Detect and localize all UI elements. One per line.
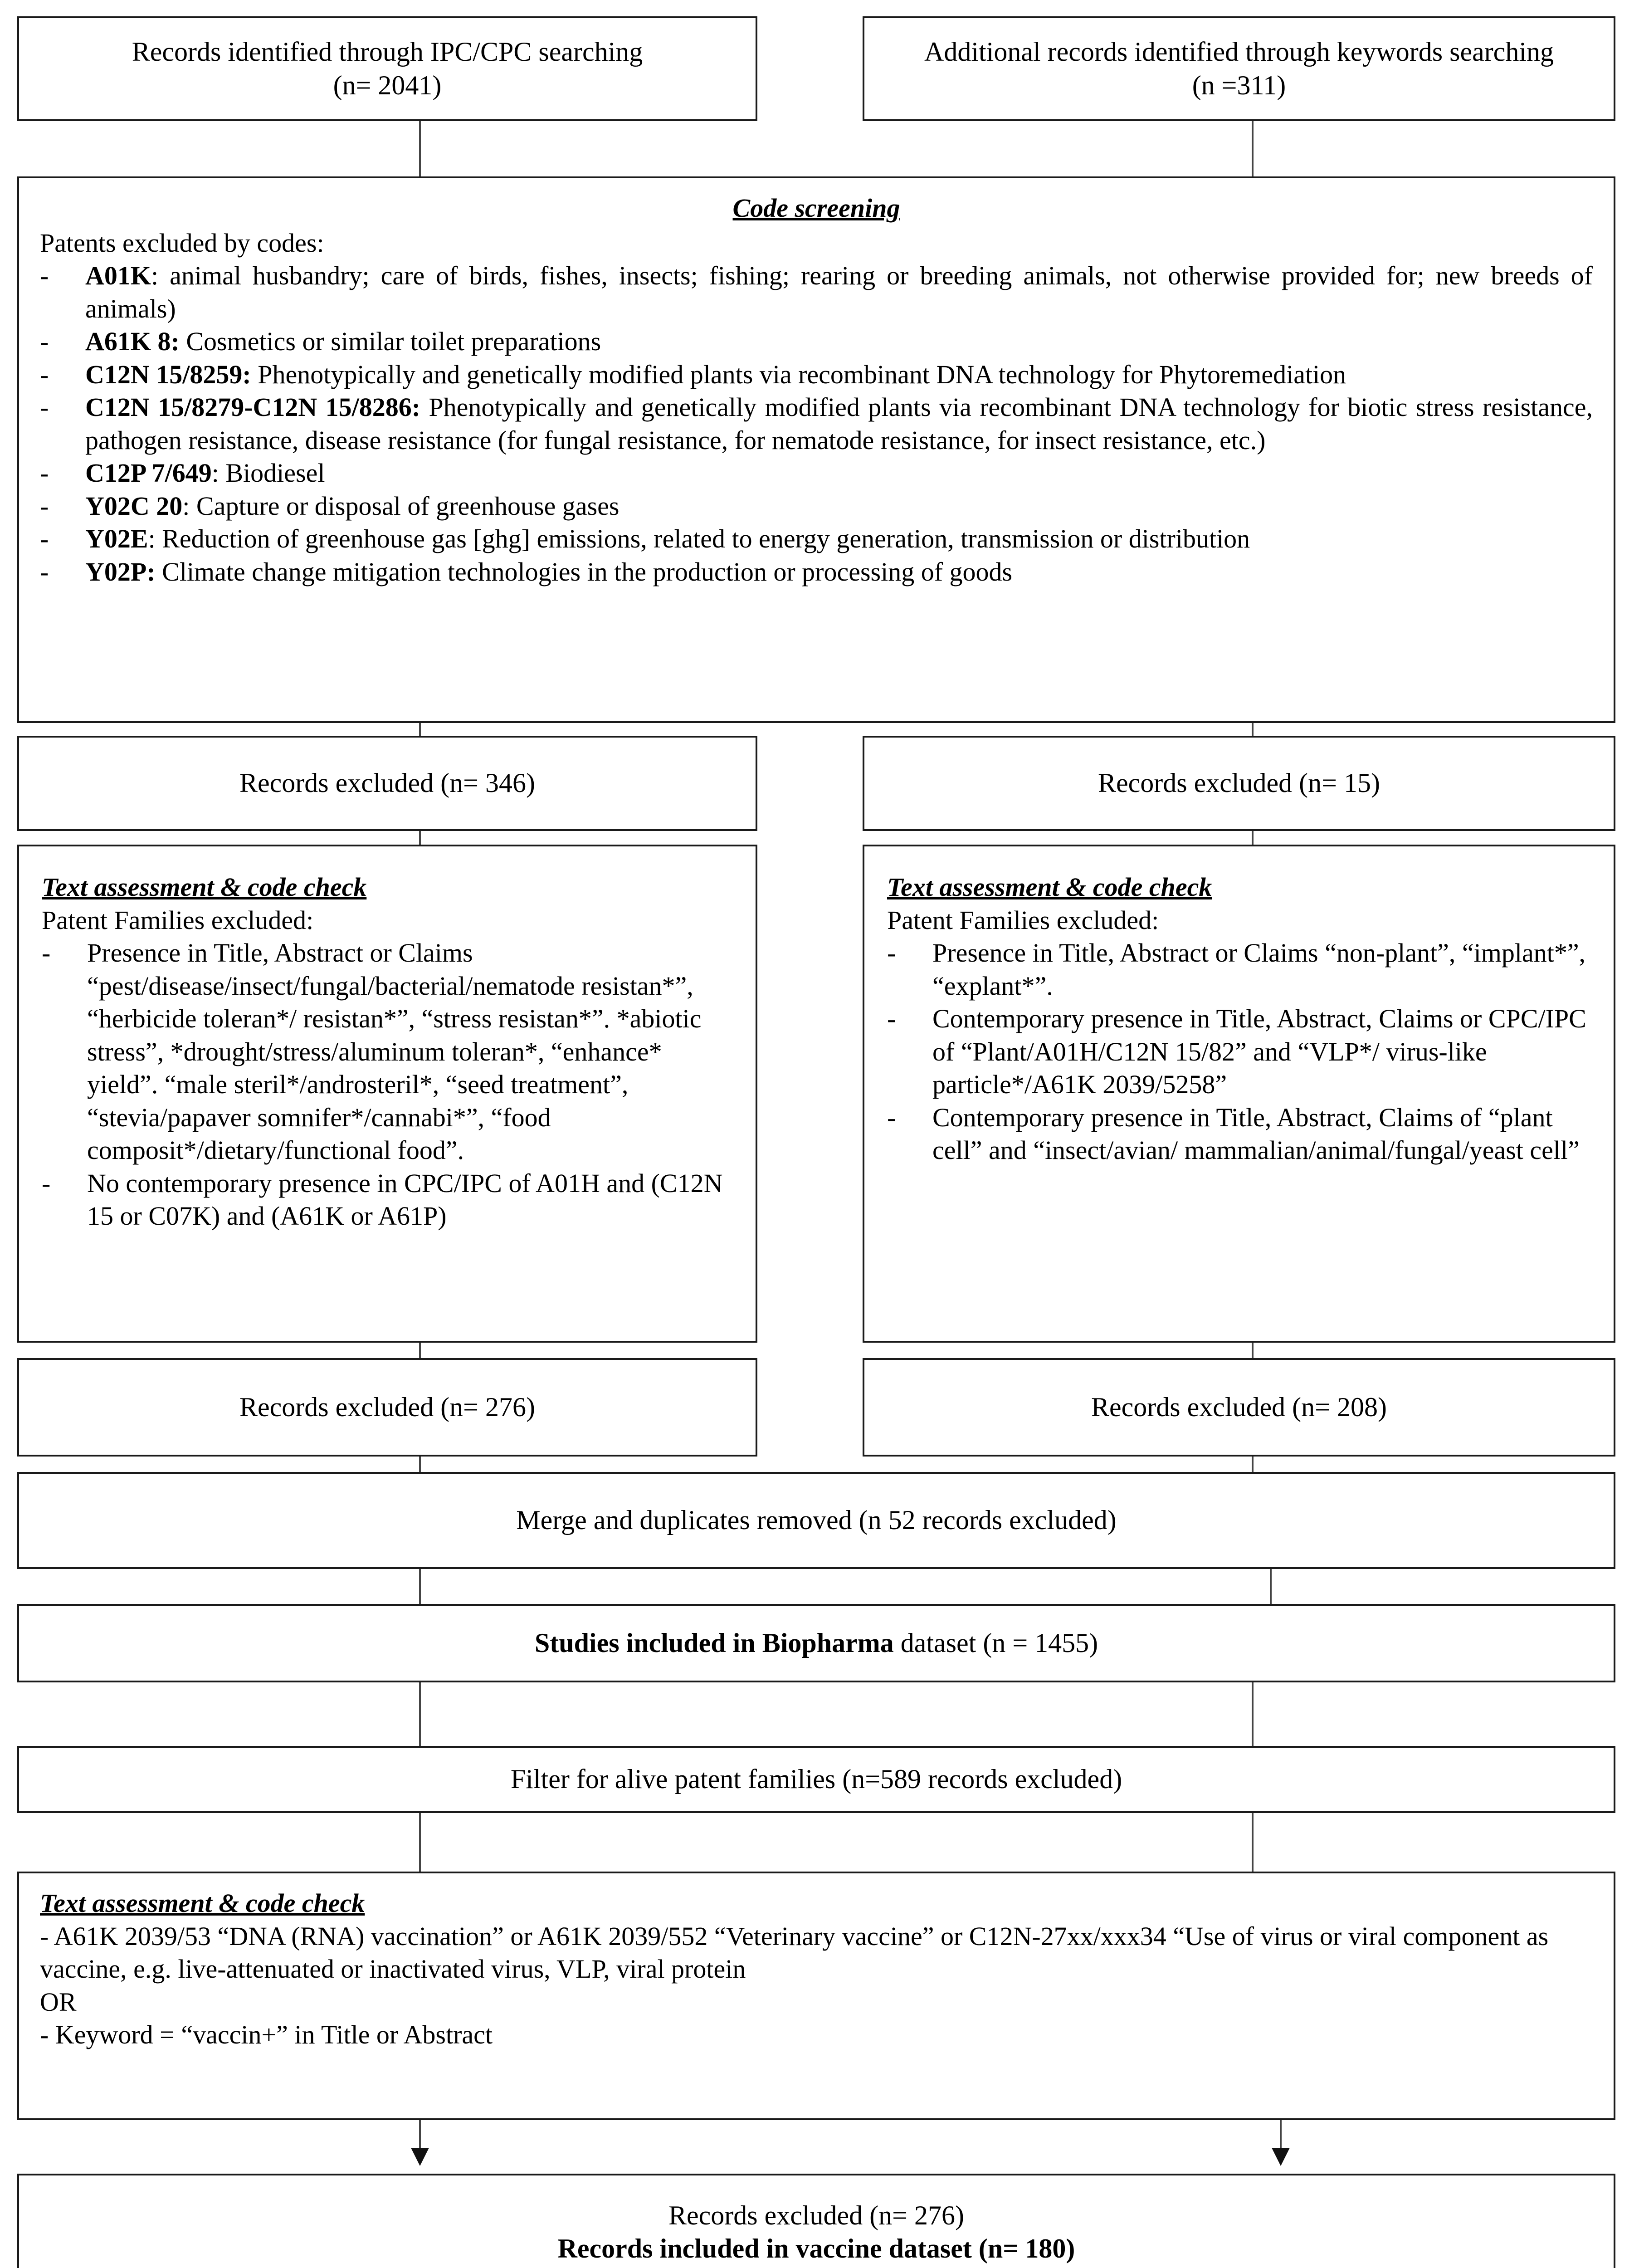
records-ipc-cpc-box [17,16,757,121]
list-item [40,259,1593,325]
code-label: C12P 7/649 [85,458,212,488]
code-label: C12N 15/8259: [85,359,251,389]
criteria-line: OR [40,1987,77,2017]
code-text: : Biodiesel [211,458,325,488]
box-line: Records excluded (n= 346) [239,768,535,798]
box-line [535,1627,1098,1660]
connector [419,1455,421,1474]
list-item: - No contemporary presence in CPC/IPC of A01H and (C12N 15 or C07K) and (A61K or A61P) [42,1167,733,1233]
code-label: Y02C 20 [85,491,183,521]
arrow-down-icon [411,2148,429,2166]
text-assessment-right-box [863,845,1615,1343]
connector [419,721,421,737]
list-item [40,490,1593,523]
code-text: : Reduction of greenhouse gas [ghg] emissions, related to energy generation, transmission or distribution [148,524,1250,553]
arrow-down-icon [1272,2148,1290,2166]
code-label: A61K 8: [85,327,180,356]
text-assessment-title: Text assessment & code check [887,872,1212,902]
list-item [40,358,1593,391]
records-excluded-box [17,736,757,831]
connector [419,1811,421,1873]
records-excluded-box [863,736,1615,831]
exclusion-list [42,937,733,1233]
connector [419,829,421,846]
box-line: Records identified through IPC/CPC searching [132,37,643,67]
studies-included-box [17,1604,1615,1682]
code-text: : Capture or disposal of greenhouse gases [182,491,620,521]
list-item [40,556,1593,589]
code-screening-title: Code screening [732,193,900,223]
list-item: - Presence in Title, Abstract or Claims “pest/disease/insect/fungal/bacterial/nematode resistan*”, “herbicide toleran*/ resistan*”, “stress resistan*”. *abiotic stress”, *drought/stress/aluminum toleran*, “enhance* yield”. “male steril*/androsteril*, “seed treatment”, “stevia/papaver somnifer*/cannabi*”, “food composit*/dietary/functional food”. [42,937,733,1167]
code-screening-intro: Patents excluded by codes: [40,228,324,258]
code-text: Climate change mitigation technologies in the production or processing of goods [155,557,1013,587]
exclusion-list [887,937,1591,1167]
box-line: (n =311) [1192,70,1286,100]
box-line: Records excluded (n= 208) [1091,1392,1387,1422]
list-item [40,391,1593,457]
merge-box [17,1472,1615,1569]
box-line: Additional records identified through keywords searching [924,37,1554,67]
code-list [40,259,1593,588]
studies-bold-text: Studies included in Biopharma [534,1628,894,1658]
connector [419,1681,421,1748]
connector [1252,1455,1254,1474]
code-text: Phenotypically and genetically modified plants via recombinant DNA technology for Phytoremediation [251,359,1346,389]
list-item: - Contemporary presence in Title, Abstract, Claims or CPC/IPC of “Plant/A01H/C12N 15/82” and “VLP*/ virus-like particle*/A61K 2039/5258” [887,1002,1591,1101]
text-assessment-bottom-box [17,1872,1615,2120]
box-line: (n= 2041) [333,70,442,100]
code-label: A01K [85,261,151,290]
text-assessment-intro: Patent Families excluded: [887,905,1159,935]
records-excluded-box [863,1358,1615,1457]
box-line: Merge and duplicates removed (n 52 records excluded) [516,1505,1117,1535]
text-assessment-title: Text assessment & code check [40,1888,365,1918]
code-label: C12N 15/8279-C12N 15/8286: [85,392,421,422]
list-item [40,523,1593,556]
studies-text: dataset (n = 1455) [893,1628,1098,1658]
text-assessment-intro: Patent Families excluded: [42,905,314,935]
records-keywords-box [863,16,1615,121]
connector [419,1341,421,1360]
connector [1280,2118,1282,2151]
code-screening-box [17,176,1615,723]
box-line: Records excluded (n= 276) [668,2200,964,2230]
box-line: Records excluded (n= 276) [239,1392,535,1422]
connector [419,2118,421,2151]
box-line: Filter for alive patent families (n=589 records excluded) [510,1764,1122,1794]
connector [1252,1681,1254,1748]
connector [1252,119,1254,178]
list-item: - Presence in Title, Abstract or Claims “non-plant”, “implant*”, “explant*”. [887,937,1591,1002]
text-assessment-title: Text assessment & code check [42,872,367,902]
code-label: Y02E [85,524,148,553]
criteria-line: - A61K 2039/53 “DNA (RNA) vaccination” or A61K 2039/552 “Veterinary vaccine” or C12N-27xx/xxx34 “Use of virus or viral component as vaccine, e.g. live-attenuated or inactivated virus, VLP, viral protein [40,1921,1549,1984]
code-text: : animal husbandry; care of birds, fishes, insects; fishing; rearing or breeding animals, not otherwise provided for; new breeds of animals) [85,261,1593,323]
list-item [40,457,1593,490]
connector [1252,829,1254,846]
box-line: Records excluded (n= 15) [1098,768,1380,798]
connector [1270,1567,1272,1606]
final-result-box [17,2174,1615,2268]
connector [419,1567,421,1606]
text-assessment-left-box [17,845,757,1343]
connector [419,119,421,178]
filter-box [17,1746,1615,1813]
records-excluded-box [17,1358,757,1457]
code-label: Y02P: [85,557,156,587]
list-item [40,325,1593,358]
connector [1252,721,1254,737]
code-text: Cosmetics or similar toilet preparations [179,327,601,356]
criteria-line: - Keyword = “vaccin+” in Title or Abstract [40,2020,493,2049]
connector [1252,1341,1254,1360]
list-item: - Contemporary presence in Title, Abstract, Claims of “plant cell” and “insect/avian/ mammalian/animal/fungal/yeast cell” [887,1101,1591,1167]
connector [1252,1811,1254,1873]
code-text: Phenotypically and genetically modified plants via recombinant DNA technology for biotic stress resistance, pathogen resistance, disease resistance (for fungal resistance, for nematode resistance, for insect resistance, etc.) [85,392,1593,455]
box-line-bold: Records included in vaccine dataset (n= 180) [557,2234,1075,2263]
